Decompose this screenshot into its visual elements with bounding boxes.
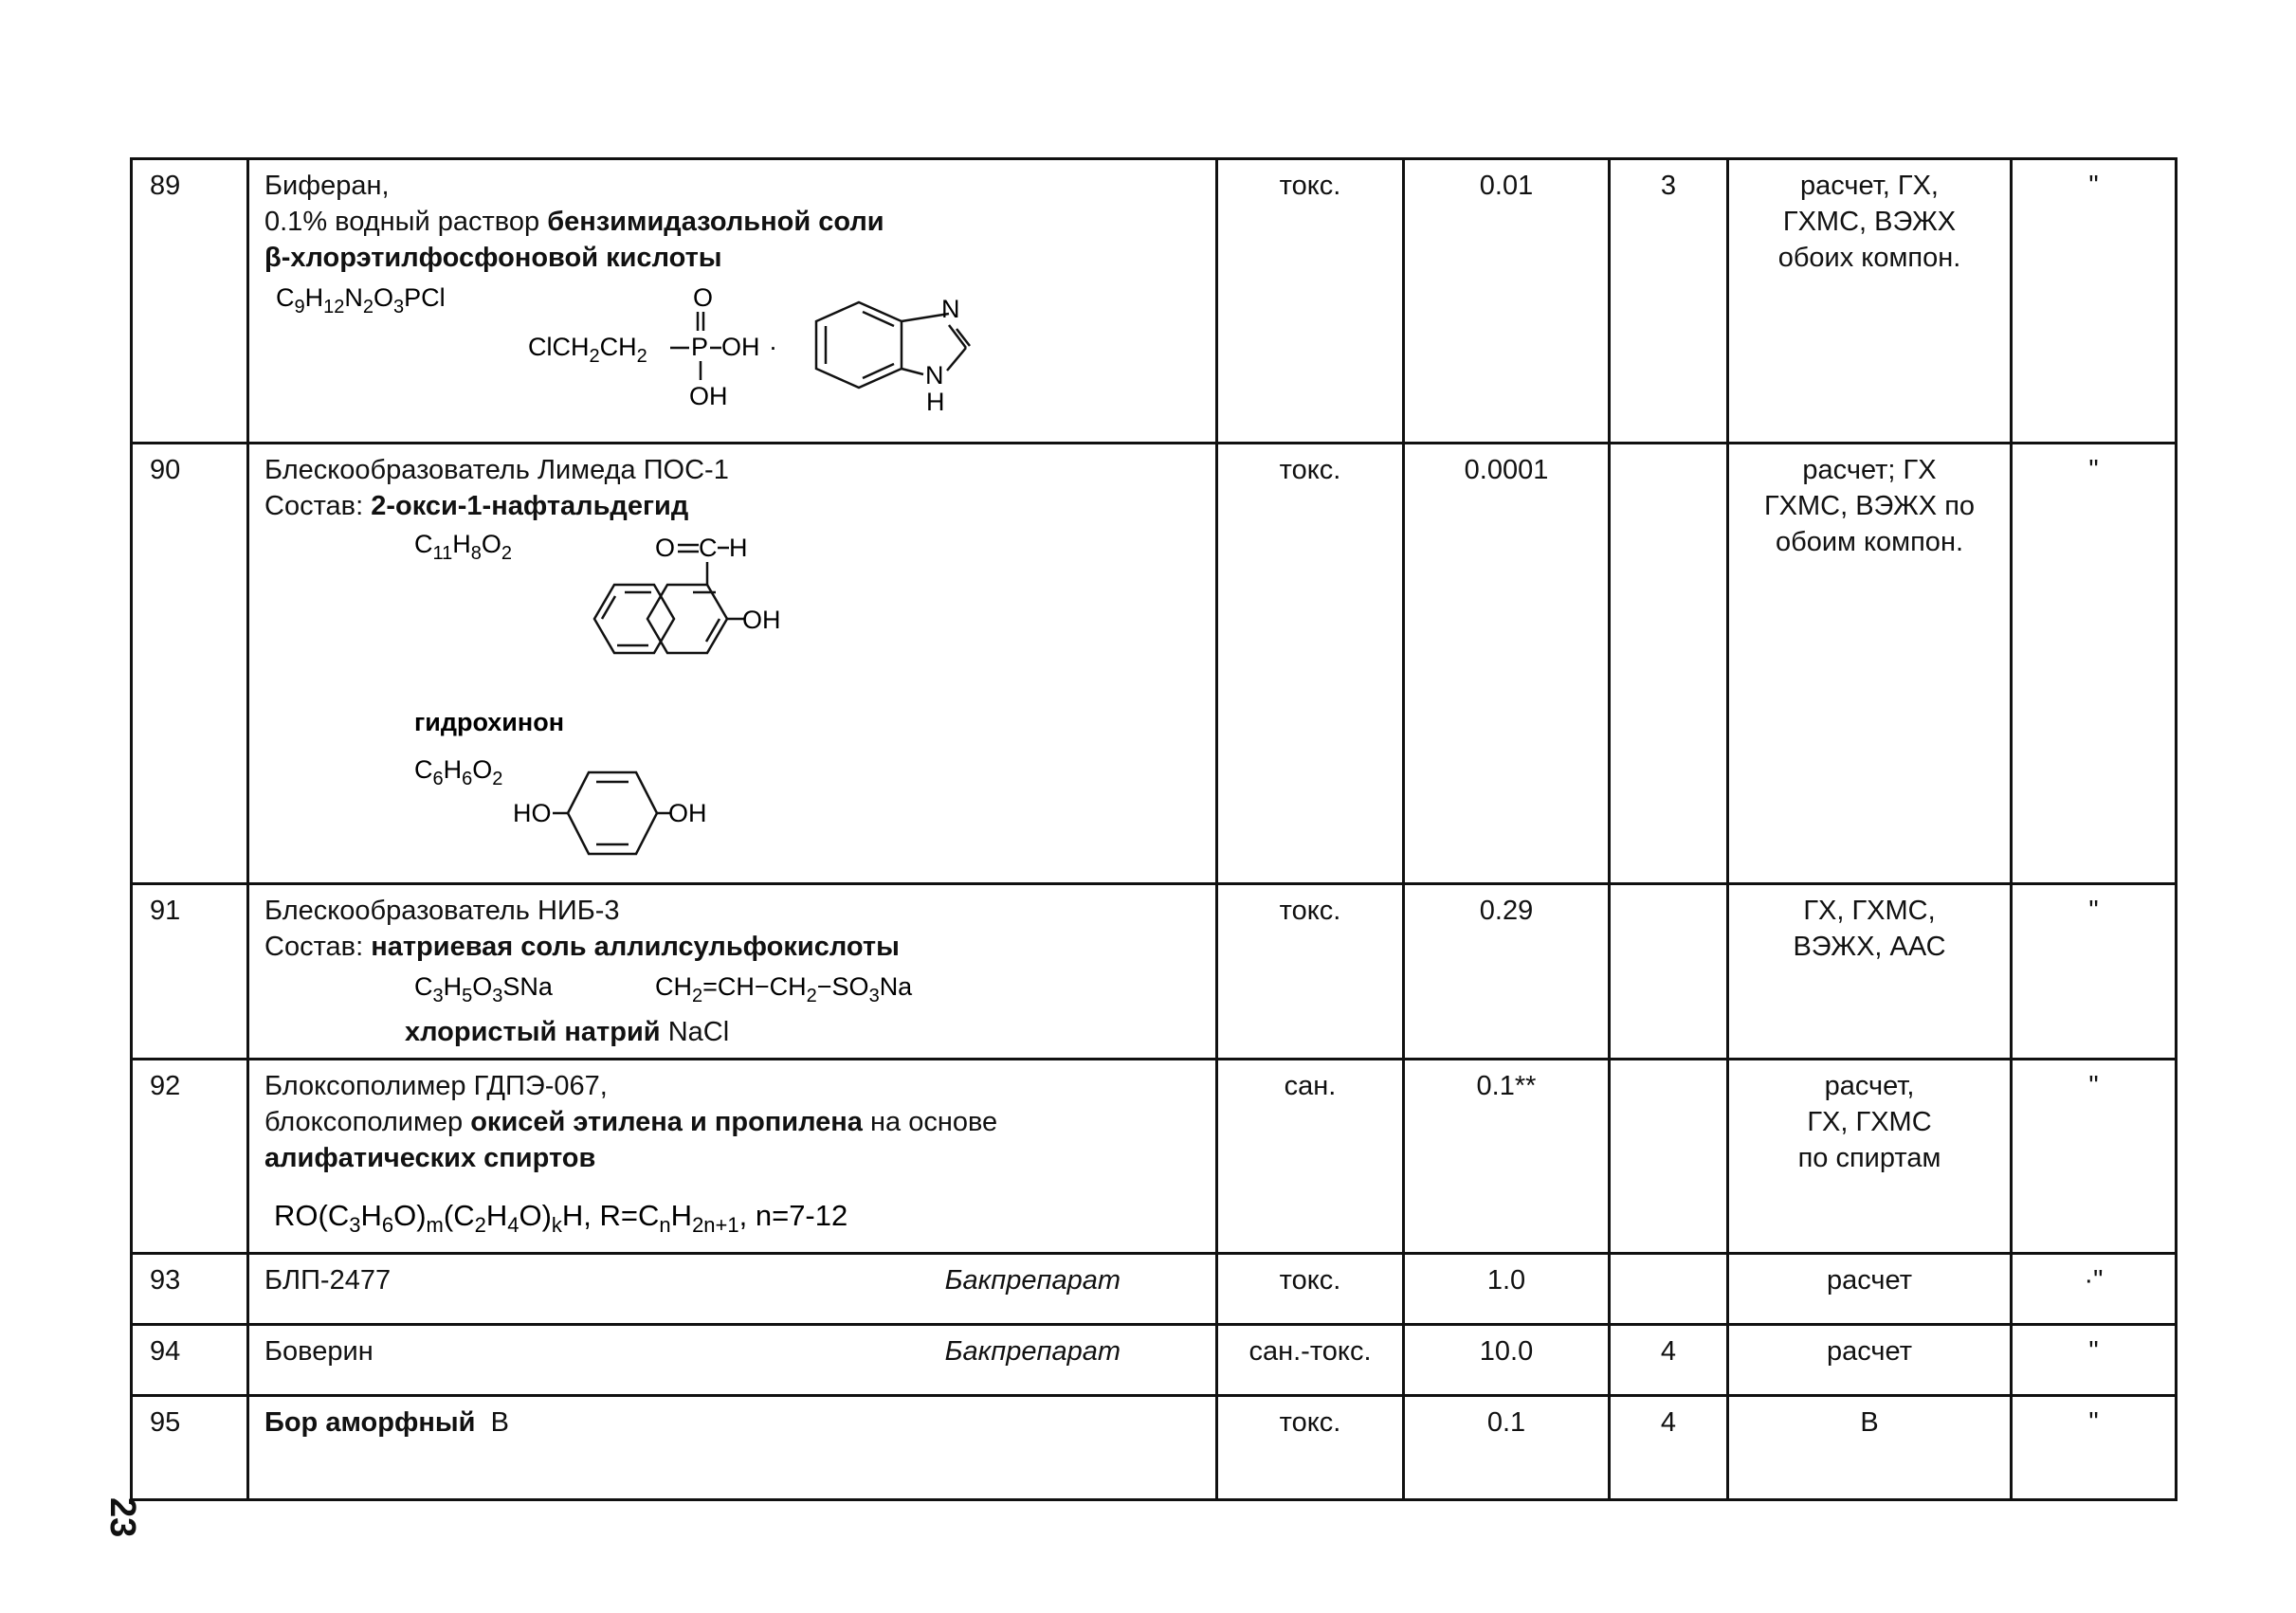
- analysis-method: [1728, 1060, 2012, 1254]
- description-text: 0.1% водный раствор: [264, 207, 548, 237]
- row-number: 95: [132, 1396, 248, 1500]
- nitrogen-atom: N: [941, 295, 960, 323]
- table-row: [132, 1325, 2177, 1396]
- hazard-class: 3: [1610, 159, 1728, 444]
- hydroxyl-group: OH: [689, 382, 728, 410]
- row-number: 89: [132, 159, 248, 444]
- substance-name: Бор аморфный: [264, 1407, 476, 1438]
- composition-label: Состав:: [264, 932, 372, 962]
- substance-cell: [248, 159, 1217, 444]
- molecular-formula: $C_{11}H_8O_2$: [414, 530, 513, 564]
- method-line: ВЭЖХ, ААС: [1793, 932, 1946, 962]
- method-line: ГХМС, ВЭЖХ по: [1763, 491, 1976, 521]
- composition-component: 2-окси-1-нафтальдегид: [371, 491, 689, 521]
- table-row: [132, 444, 2177, 884]
- toxicity-class: токс.: [1217, 1254, 1404, 1325]
- concentration: 0.1**: [1404, 1060, 1610, 1254]
- analysis-method: [1728, 884, 2012, 1060]
- oxygen-atom: O: [655, 534, 676, 562]
- concentration: 0.1: [1404, 1396, 1610, 1500]
- substance-description: [264, 1104, 1206, 1140]
- polymer-formula: [264, 1184, 1194, 1241]
- oxygen-atom: O: [693, 283, 714, 312]
- substance-cell: [248, 1396, 1217, 1500]
- concentration: 0.29: [1404, 884, 1610, 1060]
- structural-formulas: [264, 524, 1194, 875]
- page-number: 23: [102, 1497, 142, 1538]
- hazard-class: 4: [1610, 1325, 1728, 1396]
- table-row: [132, 1396, 2177, 1500]
- molecular-formula: $C_6H_6O_2$: [414, 755, 503, 789]
- method-line: расчет,: [1824, 1071, 1915, 1101]
- substance-type: Бакпрепарат: [944, 1336, 1121, 1367]
- analysis-method: расчет: [1728, 1325, 2012, 1396]
- method-line: расчет, ГХ,: [1800, 171, 1939, 201]
- substance-type: Бакпрепарат: [944, 1265, 1121, 1296]
- table-row: [132, 1060, 2177, 1254]
- molecular-formula: $C_3H_5O_3SNa$: [414, 972, 553, 1006]
- hazard-class: [1610, 444, 1728, 884]
- toxicity-class: токс.: [1217, 444, 1404, 884]
- dot-separator: ·: [769, 333, 777, 361]
- substance-line: [264, 1262, 1206, 1298]
- note-mark: ·": [2012, 1254, 2177, 1325]
- table-row: [132, 159, 2177, 444]
- hydroxyl-group: OH: [668, 799, 707, 827]
- substance-name: Биферан,: [264, 171, 390, 201]
- note-mark: ": [2012, 884, 2177, 1060]
- note-mark: ": [2012, 444, 2177, 884]
- substance-formula: B: [490, 1407, 509, 1438]
- component-name: хлористый натрий: [405, 1017, 661, 1047]
- structure-formula: $CH_2=CH-CH_2-SO_3Na$: [655, 972, 913, 1006]
- structure-chain: $ClCH_2CH_2$: [528, 333, 647, 367]
- toxicity-class: токс.: [1217, 884, 1404, 1060]
- method-line: обоим компон.: [1775, 527, 1964, 557]
- description-text: блоксополимер: [264, 1107, 471, 1137]
- row-number: 92: [132, 1060, 248, 1254]
- description-bold-line: β-хлорэтилфосфоновой кислоты: [264, 243, 722, 273]
- analysis-method: [1728, 444, 2012, 884]
- component-name: гидрохинон: [414, 708, 565, 736]
- carbon-atom: C: [699, 534, 718, 562]
- composition-label: Состав:: [264, 491, 372, 521]
- concentration: 1.0: [1404, 1254, 1610, 1325]
- molecular-formula: $C_9H_{12}N_2O_3PCl$: [276, 283, 446, 317]
- row-number: 93: [132, 1254, 248, 1325]
- hydrogen-atom: H: [926, 388, 945, 416]
- method-line: ГХМС, ВЭЖХ: [1782, 207, 1957, 237]
- concentration: 0.0001: [1404, 444, 1610, 884]
- substance-cell: [248, 884, 1217, 1060]
- hydroxyl-group: HO: [513, 799, 552, 827]
- substance-composition: [264, 929, 1206, 965]
- substance-name: Боверин: [264, 1336, 374, 1367]
- general-formula: $RO(C_3H_6O)_m(C_2H_4O)_kH$, $R=C_nH_{2n+1}$, n=7-12: [274, 1199, 848, 1237]
- formula-line: [264, 965, 1194, 1010]
- analysis-method: [1728, 159, 2012, 444]
- toxicity-class: сан.-токс.: [1217, 1325, 1404, 1396]
- hydroxyl-group: OH: [721, 333, 760, 361]
- description-bold: бензимидазольной соли: [547, 207, 884, 237]
- method-line: обоих компон.: [1777, 243, 1961, 273]
- substance-description: [264, 204, 1206, 240]
- description-text: на основе: [862, 1107, 998, 1137]
- note-mark: ": [2012, 1325, 2177, 1396]
- note-mark: ": [2012, 1396, 2177, 1500]
- composition-component: натриевая соль аллилсульфокислоты: [371, 932, 900, 962]
- table-row: [132, 884, 2177, 1060]
- concentration: 0.01: [1404, 159, 1610, 444]
- substance-name: Блескообразователь НИБ-3: [264, 896, 620, 926]
- substance-cell: [248, 1325, 1217, 1396]
- method-line: ГХ, ГХМС,: [1803, 896, 1936, 926]
- toxicity-class: сан.: [1217, 1060, 1404, 1254]
- toxicity-class: токс.: [1217, 1396, 1404, 1500]
- second-component: [264, 1014, 1206, 1050]
- method-line: по спиртам: [1797, 1143, 1941, 1173]
- analysis-method: B: [1728, 1396, 2012, 1500]
- toxicity-class: токс.: [1217, 159, 1404, 444]
- nitrogen-atom: N: [925, 361, 944, 390]
- row-number: 91: [132, 884, 248, 1060]
- description-bold-line: алифатических спиртов: [264, 1143, 596, 1173]
- substance-name: Блоксополимер ГДПЭ-067,: [264, 1071, 608, 1101]
- hydroxyl-group: OH: [742, 606, 781, 634]
- naphthalene-ring: [594, 562, 744, 653]
- hydrogen-atom: H: [729, 534, 748, 562]
- analysis-method: расчет: [1728, 1254, 2012, 1325]
- note-mark: ": [2012, 159, 2177, 444]
- substances-table: [130, 157, 2178, 1501]
- hazard-class: [1610, 1060, 1728, 1254]
- substance-cell: [248, 1254, 1217, 1325]
- table-row: [132, 1254, 2177, 1325]
- hazard-class: [1610, 1254, 1728, 1325]
- structural-formula-biferan: [264, 276, 1194, 418]
- row-number: 94: [132, 1325, 248, 1396]
- benzene-ring: [553, 772, 670, 854]
- substance-name: Блескообразователь Лимеда ПОС-1: [264, 455, 729, 485]
- substance-cell: [248, 444, 1217, 884]
- method-line: расчет; ГХ: [1802, 455, 1937, 485]
- substance-name: БЛП-2477: [264, 1265, 392, 1296]
- substance-composition: [264, 488, 1206, 524]
- concentration: 10.0: [1404, 1325, 1610, 1396]
- row-number: 90: [132, 444, 248, 884]
- component-formula: NaCl: [667, 1017, 730, 1047]
- note-mark: ": [2012, 1060, 2177, 1254]
- method-line: ГХ, ГХМС: [1807, 1107, 1932, 1137]
- hazard-class: [1610, 884, 1728, 1060]
- phosphorus-atom: P: [691, 333, 709, 361]
- substance-cell: [248, 1060, 1217, 1254]
- substance-line: [264, 1333, 1206, 1369]
- description-bold: окисей этилена и пропилена: [470, 1107, 863, 1137]
- hazard-class: 4: [1610, 1396, 1728, 1500]
